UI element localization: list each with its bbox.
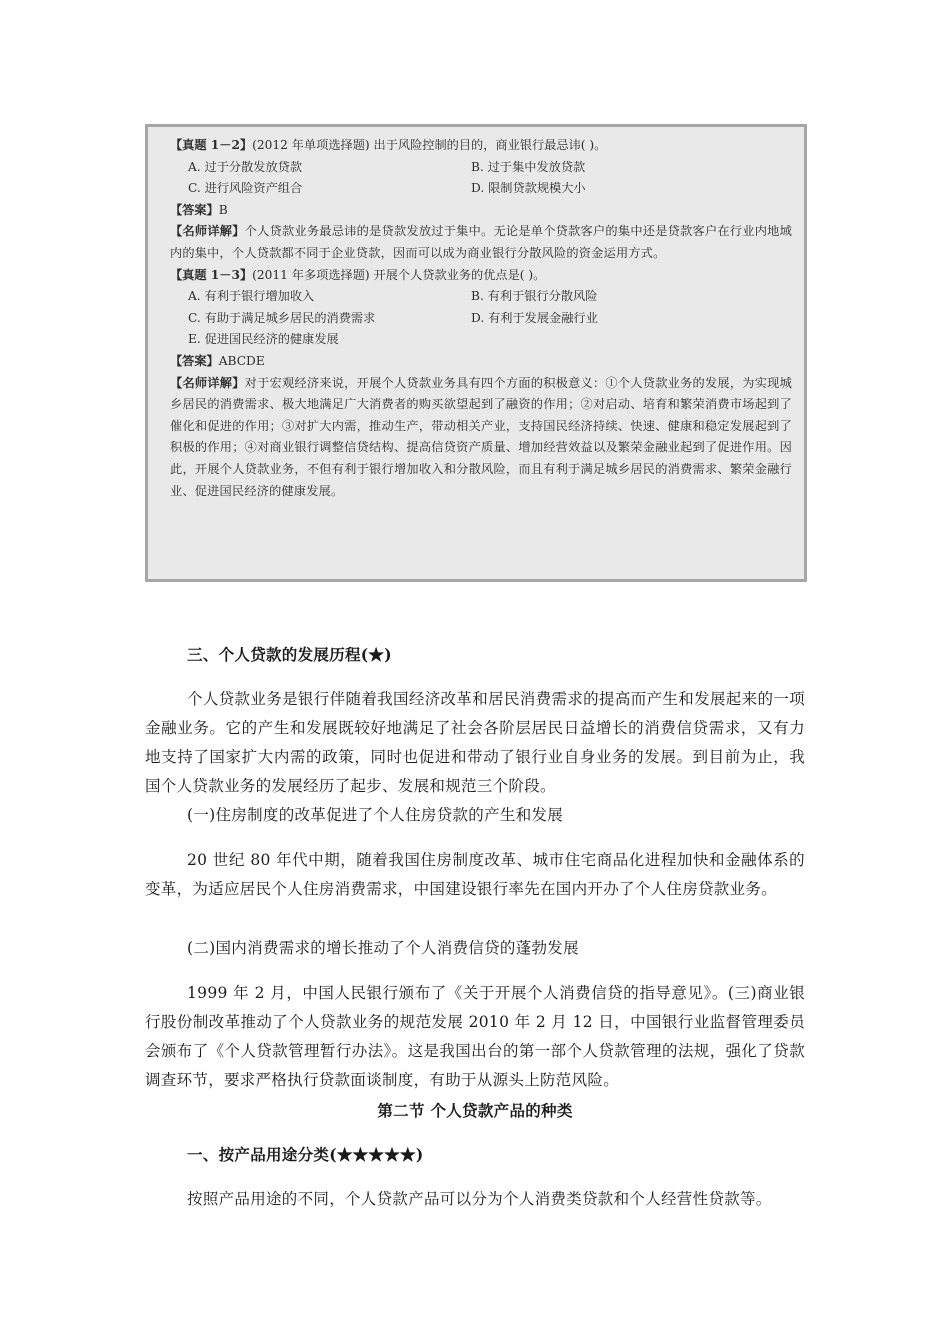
question-1-options-cd xyxy=(170,178,792,200)
explanation-2 xyxy=(170,373,792,503)
subheading-housing-reform: (一)住房制度的改革促进了个人住房贷款的产生和发展 xyxy=(187,806,564,824)
question-1 xyxy=(170,135,792,157)
heading-development-history: 三、个人贷款的发展历程(★) xyxy=(187,645,392,664)
section-title: 第二节 个人贷款产品的种类 xyxy=(377,1101,573,1120)
answer-1 xyxy=(170,200,792,222)
option-c: C. 进行风险资产组合 xyxy=(188,181,303,196)
question-tag: 【真题 1－2】 xyxy=(170,138,253,152)
explanation-text: 对于宏观经济来说，开展个人贷款业务具有四个方面的积极意义：①个人贷款业务的发展，为实现城乡居民的消费需求、极大地满足广大消费者的购买欲望起到了融资的作用；②对启动、培育和繁荣消费市场起到了催化和促进的作用；③对扩大内需，推动生产，带动相关产业，支持国民经济持续、快速、健康和稳定发展起到了积极的作用；④对商业银行调整信贷结构、提高信贷资产质量、增加经营效益以及繁荣金融业起到了促进作用。因此，开展个人贷款业务，不但有利于银行增加收入和分散风险，而且有利于满足城乡居民的消费需求、繁荣金融行业、促进国民经济的健康发展。 xyxy=(170,375,792,498)
option-d: D. 限制贷款规模大小 xyxy=(471,181,586,196)
option-e: E. 促进国民经济的健康发展 xyxy=(188,332,339,347)
option-a: A. 过于分散发放贷款 xyxy=(188,159,303,174)
question-2-options-cd xyxy=(170,308,792,330)
paragraph-intro: 个人贷款业务是银行伴随着我国经济改革和居民消费需求的提高而产生和发展起来的一项金融业务。它的产生和发展既较好地满足了社会各阶层居民日益增长的消费信贷需求，又有力地支持了国家扩大内需的政策，同时也促进和带动了银行业自身业务的发展。到目前为止，我国个人贷款业务的发展经历了起步、发展和规范三个阶段。 xyxy=(145,690,805,795)
explanation-text: 个人贷款业务最忌讳的是贷款发放过于集中。无论是单个贷款客户的集中还是贷款客户在行业内地域内的集中，个人贷款都不同于企业贷款，因而可以成为商业银行分散风险的资金运用方式。 xyxy=(170,224,792,260)
question-2 xyxy=(170,265,792,287)
question-1-options-ab xyxy=(170,157,792,179)
answer-text: B xyxy=(218,202,228,217)
paragraph-by-purpose: 按照产品用途的不同，个人贷款产品可以分为个人消费类贷款和个人经营性贷款等。 xyxy=(187,1190,772,1208)
answer-2 xyxy=(170,351,792,373)
option-b: B. 过于集中发放贷款 xyxy=(471,159,586,174)
explanation-tag: 【名师详解】 xyxy=(170,375,245,390)
paragraph-housing-loans: 20 世纪 80 年代中期，随着我国住房制度改革、城市住宅商品化进程加快和金融体系的变革，为适应居民个人住房消费需求，中国建设银行率先在国内开办了个人住房贷款业务。 xyxy=(145,851,805,898)
explanation-tag: 【名师详解】 xyxy=(170,224,245,239)
scanned-exam-excerpt xyxy=(145,124,807,582)
question-text: (2011 年多项选择题) 开展个人贷款业务的优点是( )。 xyxy=(252,267,546,282)
option-d: D. 有利于发展金融行业 xyxy=(471,310,598,325)
option-c: C. 有助于满足城乡居民的消费需求 xyxy=(188,310,376,325)
heading-by-purpose: 一、按产品用途分类(★★★★★) xyxy=(187,1145,424,1164)
option-a: A. 有利于银行增加收入 xyxy=(188,289,315,304)
paragraph-regulation: 1999 年 2 月，中国人民银行颁布了《关于开展个人消费信贷的指导意见》。(三)商业银行股份制改革推动了个人贷款业务的规范发展 2010 年 2 月 12 日，中国银行业监督管理委员会颁布了《个人贷款管理暂行办法》。这是我国出台的第一部个人贷款管理的法规，强化了贷款调查环节，要求严格执行贷款面谈制度，有助于从源头上防范风险。 xyxy=(145,984,805,1089)
question-text: (2012 年单项选择题) 出于风险控制的目的，商业银行最忌讳( )。 xyxy=(252,138,607,152)
question-tag: 【真题 1－3】 xyxy=(170,267,253,282)
explanation-1 xyxy=(170,221,792,264)
option-b: B. 有利于银行分散风险 xyxy=(471,289,598,304)
question-2-options-ab xyxy=(170,286,792,308)
answer-tag: 【答案】 xyxy=(170,353,219,368)
answer-text: ABCDE xyxy=(218,353,265,368)
answer-tag: 【答案】 xyxy=(170,202,219,217)
subheading-consumer-demand: (二)国内消费需求的增长推动了个人消费信贷的蓬勃发展 xyxy=(187,939,579,957)
